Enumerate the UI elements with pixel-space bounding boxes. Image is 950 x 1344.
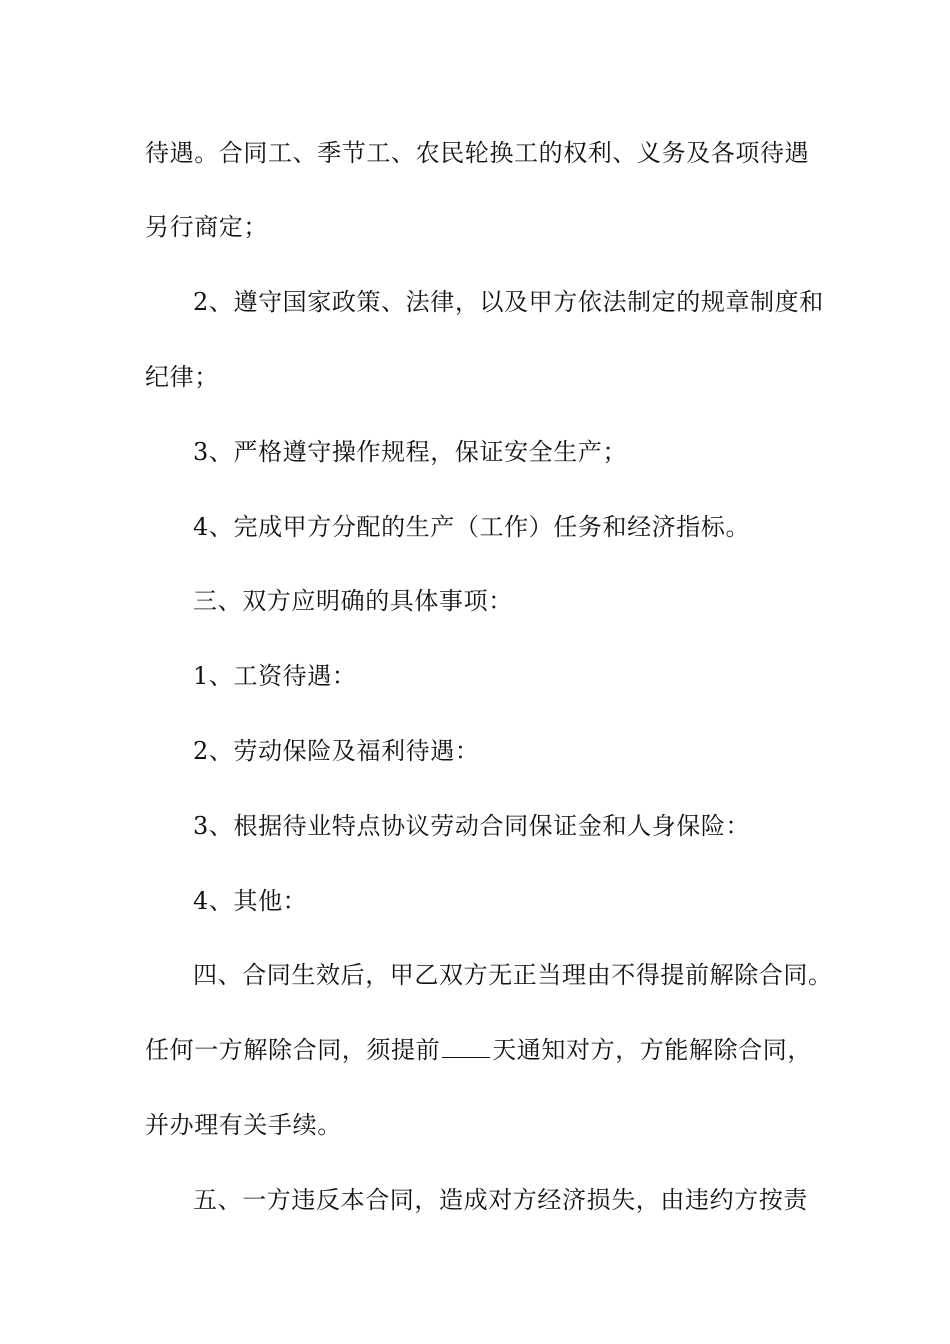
paragraph-line: 4、完成甲方分配的生产（工作）任务和经济指标。	[193, 513, 751, 541]
paragraph-line: 另行商定；	[145, 213, 268, 241]
section-heading: 五、一方违反本合同，造成对方经济损失，由违约方按责	[193, 1186, 808, 1214]
paragraph-line: 2、劳动保险及福利待遇：	[193, 737, 480, 765]
paragraph-line: 并办理有关手续。	[145, 1111, 342, 1139]
paragraph-line: 1、工资待遇：	[193, 662, 357, 690]
paragraph-text: 天通知对方，方能解除合同，	[492, 1036, 813, 1064]
paragraph-line: 3、严格遵守操作规程，保证安全生产；	[193, 438, 628, 466]
paragraph-line: 3、根据待业特点协议劳动合同保证金和人身保险：	[193, 812, 751, 840]
section-heading: 三、双方应明确的具体事项：	[193, 587, 513, 615]
paragraph-line-with-blank	[145, 1035, 812, 1065]
section-heading: 四、合同生效后，甲乙双方无正当理由不得提前解除合同。	[193, 961, 833, 989]
paragraph-text: 任何一方解除合同，须提前	[145, 1036, 441, 1064]
paragraph-line: 2、遵守国家政策、法律，以及甲方依法制定的规章制度和	[193, 288, 824, 316]
paragraph-line: 纪律；	[145, 363, 219, 391]
paragraph-line: 待遇。合同工、季节工、农民轮换工的权利、义务及各项待遇	[145, 139, 810, 167]
paragraph-line: 4、其他：	[193, 887, 308, 915]
fill-in-blank[interactable]	[442, 1035, 490, 1058]
